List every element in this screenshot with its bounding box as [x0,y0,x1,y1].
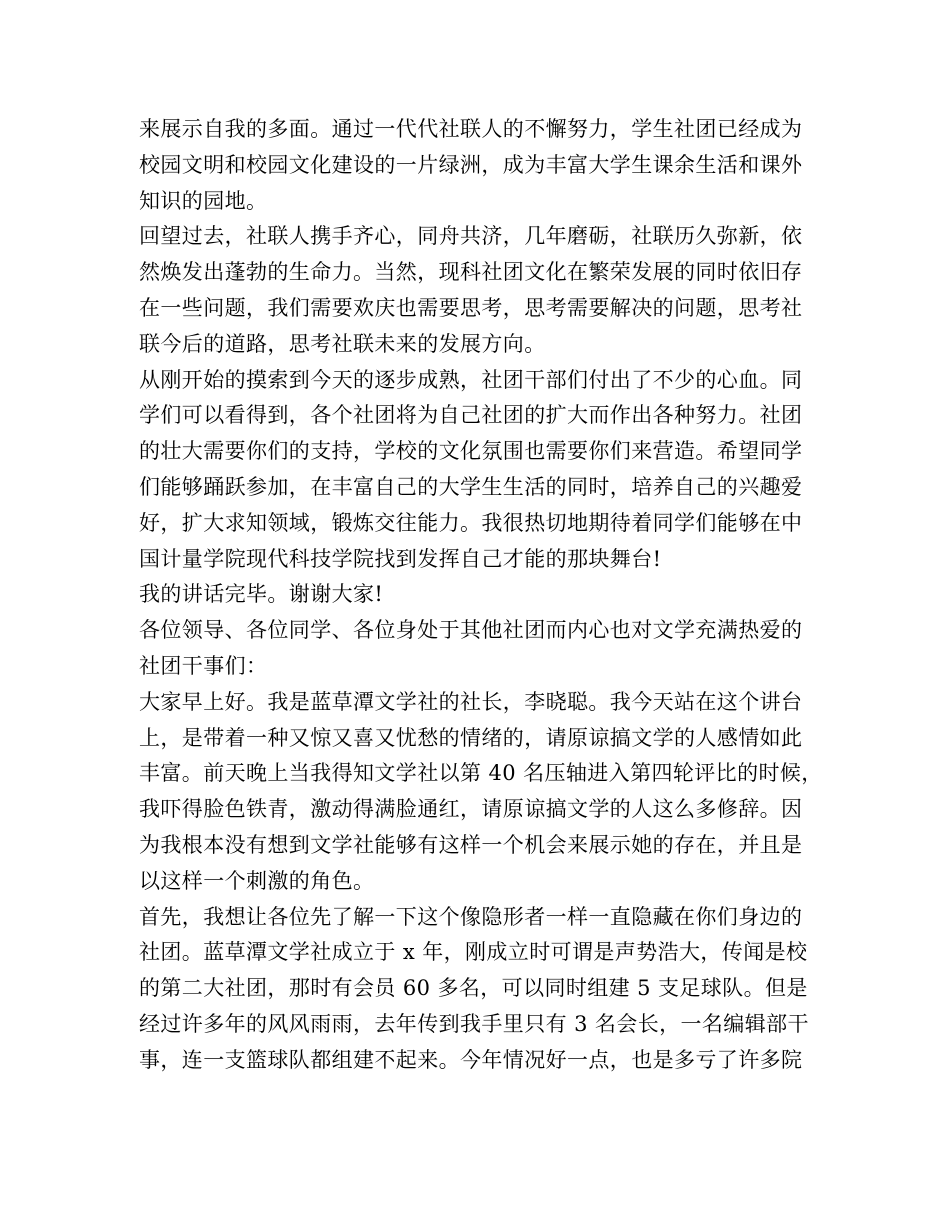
text-line: 然焕发出蓬勃的生命力。当然，现科社团文化在繁荣发展的同时依旧存 [139,260,803,285]
text-line: 我的讲话完毕。谢谢大家! [139,582,384,607]
text-line: 社团干事们： [139,653,268,678]
text-line: 社团。蓝草潭文学社成立于 x 年，刚成立时可谓是声势浩大，传闻是校 [139,940,808,965]
text-line: 回望过去，社联人携手齐心，同舟共济，几年磨砺，社联历久弥新，依 [139,224,803,249]
text-line: 丰富。前天晚上当我得知文学社以第 40 名压轴进入第四轮评比的时候， [139,761,823,786]
document-text-body [139,112,829,1079]
text-line: 们能够踊跃参加，在丰富自己的大学生生活的同时，培养自己的兴趣爱 [139,474,803,499]
text-line: 各位领导、各位同学、各位身处于其他社团而内心也对文学充满热爱的 [139,618,803,643]
text-line: 在一些问题，我们需要欢庆也需要思考，思考需要解决的问题，思考社 [139,295,803,320]
text-line: 国计量学院现代科技学院找到发挥自己才能的那块舞台! [139,546,662,571]
text-line: 联今后的道路，思考社联未来的发展方向。 [139,331,546,356]
text-line: 知识的园地。 [139,188,268,213]
text-line: 以这样一个刺激的角色。 [139,868,375,893]
text-line: 我吓得脸色铁青，激动得满脸通红，请原谅搞文学的人这么多修辞。因 [139,797,803,822]
text-line: 从刚开始的摸索到今天的逐步成熟，社团干部们付出了不少的心血。同 [139,367,803,392]
text-line: 经过许多年的风风雨雨，去年传到我手里只有 3 名会长，一名编辑部干 [139,1011,809,1036]
text-line: 事，连一支篮球队都组建不起来。今年情况好一点，也是多亏了许多院 [139,1047,803,1072]
text-line: 好，扩大求知领域，锻炼交往能力。我很热切地期待着同学们能够在中 [139,510,803,535]
text-line: 首先，我想让各位先了解一下这个像隐形者一样一直隐藏在你们身边的 [139,904,803,929]
text-line: 来展示自我的多面。通过一代代社联人的不懈努力，学生社团已经成为 [139,117,803,141]
text-line: 上，是带着一种又惊又喜又忧愁的情绪的，请原谅搞文学的人感情如此 [139,725,803,750]
text-line: 学们可以看得到，各个社团将为自己社团的扩大而作出各种努力。社团 [139,403,803,428]
text-line: 大家早上好。我是蓝草潭文学社的社长，李晓聪。我今天站在这个讲台 [139,689,803,714]
text-line: 的壮大需要你们的支持，学校的文化氛围也需要你们来营造。希望同学 [139,439,803,464]
text-line: 校园文明和校园文化建设的一片绿洲，成为丰富大学生课余生活和课外 [139,152,803,177]
text-line: 为我根本没有想到文学社能够有这样一个机会来展示她的存在，并且是 [139,832,803,857]
text-line: 的第二大社团，那时有会员 60 多名，可以同时组建 5 支足球队。但是 [139,976,808,1001]
